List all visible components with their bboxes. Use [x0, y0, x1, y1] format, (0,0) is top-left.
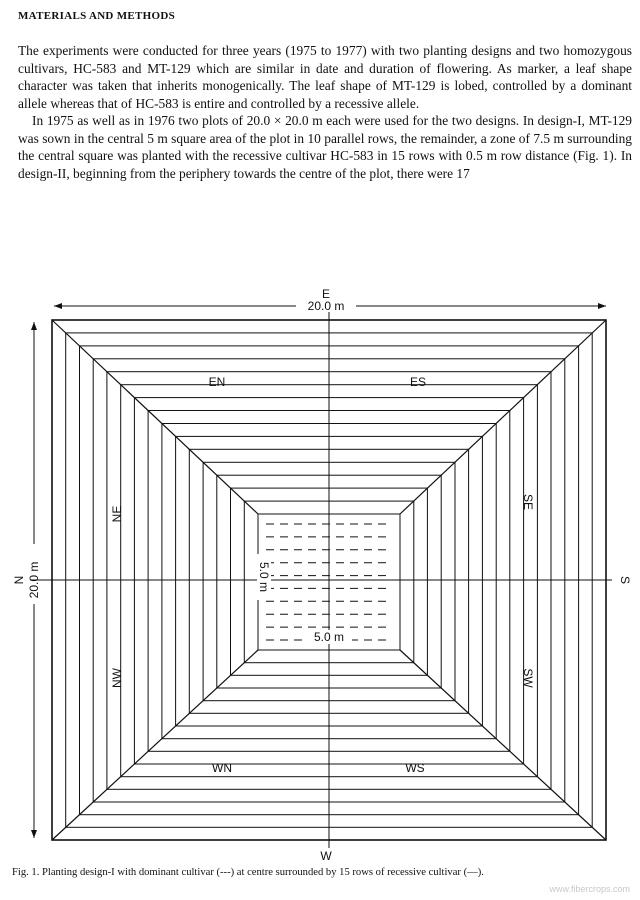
section-heading: MATERIALS AND METHODS	[18, 10, 176, 22]
dimension-left: 20.0 m	[27, 561, 41, 599]
compass-east: E	[321, 287, 331, 301]
center-height-label: 5.0 m	[257, 561, 271, 593]
paragraph-1: The experiments were conducted for three years (1975 to 1977) with two planting designs and two homozygous cultivars, HC-583 and MT-129 which are similar in date and duration of flowering. As marker, a leaf shape character was taken that inherits monogenically. The leaf shape of MT-129 is lobed, controlled by a dominant allele whereas that of HC-583 is entire and controlled by a recessive allele.	[18, 43, 632, 111]
diagonal-line	[52, 320, 258, 514]
compass-north: N	[12, 575, 26, 585]
dim-arrow-right	[598, 303, 606, 309]
sector-nw: NW	[110, 668, 124, 688]
center-width-label: 5.0 m	[313, 630, 345, 644]
dimension-top: 20.0 m	[307, 299, 345, 313]
sector-wn: WN	[212, 761, 232, 775]
sector-en: EN	[208, 375, 226, 389]
compass-south: S	[618, 575, 632, 585]
watermark: www.fibercrops.com	[549, 884, 630, 894]
sector-es: ES	[409, 375, 427, 389]
body-text	[18, 42, 632, 182]
paragraph-2: In 1975 as well as in 1976 two plots of 20.0 × 20.0 m each were used for the two designs. In design-I, MT-129 was sown in the central 5 m square area of the plot in 10 parallel rows, the remainder, a zone of 7.5 m surrounding the central square was planted with the recessive cultivar HC-583 in 15 rows with 0.5 m row distance (Fig. 1). In design-II, beginning from the periphery towards the centre of the plot, there were 17	[18, 113, 632, 181]
compass-west: W	[320, 849, 332, 863]
sector-ne: NE	[110, 505, 124, 523]
dim-arrow-up	[31, 322, 37, 330]
figure-planting-design	[0, 282, 640, 864]
compass-axes	[30, 312, 612, 848]
diagonal-line	[52, 650, 258, 840]
dim-arrow-left	[54, 303, 62, 309]
sector-ws: WS	[405, 761, 425, 775]
dim-arrow-down	[31, 830, 37, 838]
diagonal-line	[400, 650, 606, 840]
sector-sw: SW	[521, 668, 535, 688]
diagonal-line	[400, 320, 606, 514]
figure-caption: Fig. 1. Planting design-I with dominant cultivar (---) at centre surrounded by 15 rows of recessive cultivar (—).	[12, 867, 484, 878]
sector-se: SE	[521, 493, 535, 511]
planting-diagram	[0, 282, 640, 864]
